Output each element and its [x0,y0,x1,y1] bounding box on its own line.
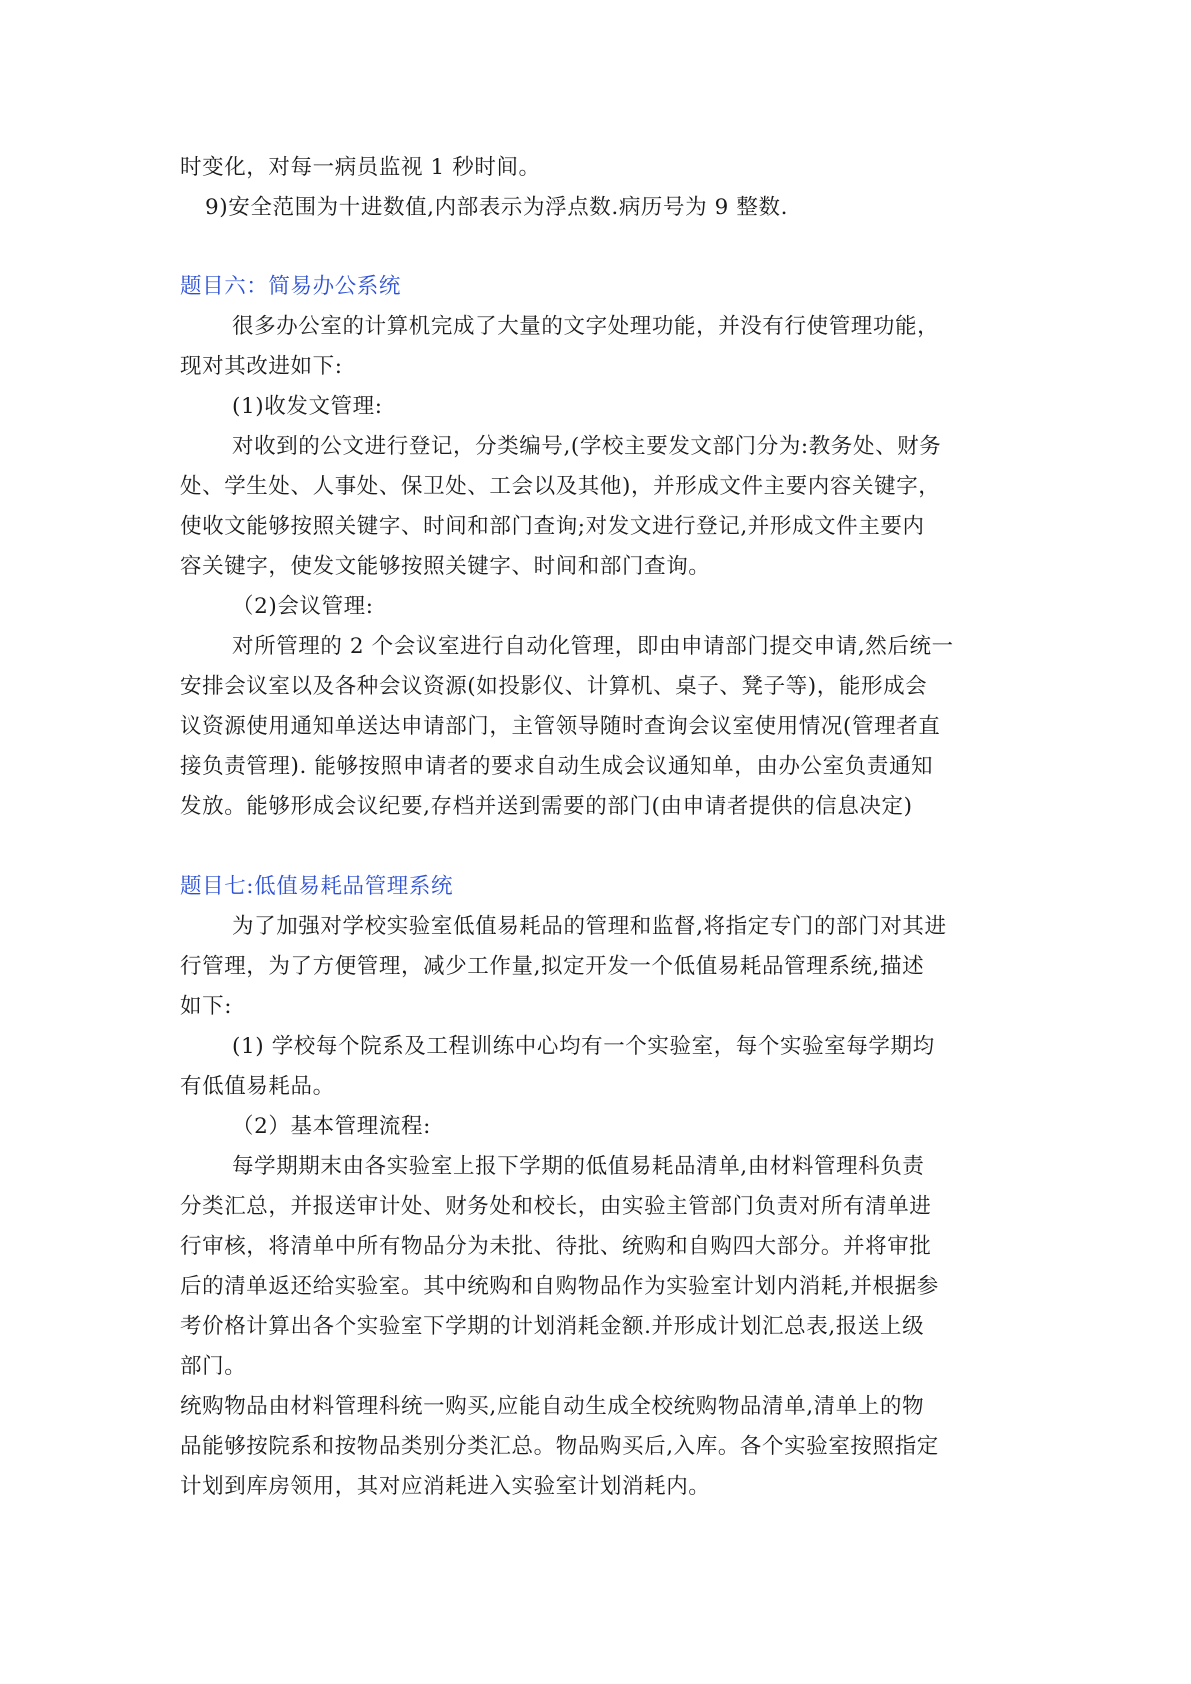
text-line: (1)收发文管理: [232,394,383,419]
section-heading: 题目六：简易办公系统 [180,274,402,299]
text-line: 9)安全范围为十进数值,内部表示为浮点数.病历号为 9 整数. [205,195,789,220]
text-line: 分类汇总，并报送审计处、财务处和校长，由实验主管部门负责对所有清单进 [180,1194,932,1219]
text-line: 为了加强对学校实验室低值易耗品的管理和监督,将指定专门的部门对其进 [232,914,947,939]
text-line: 每学期期末由各实验室上报下学期的低值易耗品清单,由材料管理科负责 [232,1154,925,1179]
text-line: （2)会议管理: [232,594,374,619]
text-line: 考价格计算出各个实验室下学期的计划消耗金额.并形成计划汇总表,报送上级 [180,1314,925,1339]
text-line: 时变化，对每一病员监视 1 秒时间。 [180,155,541,180]
text-line: 行审核，将清单中所有物品分为未批、待批、统购和自购四大部分。并将审批 [180,1234,932,1259]
section-heading: 题目七:低值易耗品管理系统 [180,874,454,899]
text-line: 对收到的公文进行登记，分类编号,(学校主要发文部门分为:教务处、财务 [232,434,942,459]
text-line: 容关键字，使发文能够按照关键字、时间和部门查询。 [180,554,711,579]
text-line: 安排会议室以及各种会议资源(如投影仪、计算机、桌子、凳子等)，能形成会 [180,674,928,699]
text-line: 处、学生处、人事处、保卫处、工会以及其他)，并形成文件主要内容关键字， [180,474,941,499]
text-line: 计划到库房领用，其对应消耗进入实验室计划消耗内。 [180,1474,711,1499]
text-line: 使收文能够按照关键字、时间和部门查询;对发文进行登记,并形成文件主要内 [180,514,925,539]
text-line: 议资源使用通知单送达申请部门，主管领导随时查询会议室使用情况(管理者直 [180,714,941,739]
text-line: 品能够按院系和按物品类别分类汇总。物品购买后,入库。各个实验室按照指定 [180,1434,939,1459]
text-line: 很多办公室的计算机完成了大量的文字处理功能，并没有行使管理功能， [232,314,940,339]
text-line: 现对其改进如下: [180,354,343,379]
text-line: 发放。能够形成会议纪要,存档并送到需要的部门(由申请者提供的信息决定) [180,794,913,819]
text-line: 部门。 [180,1354,247,1379]
text-line: 后的清单返还给实验室。其中统购和自购物品作为实验室计划内消耗,并根据参 [180,1274,939,1299]
text-line: 有低值易耗品。 [180,1074,335,1099]
text-line: (1) 学校每个院系及工程训练中心均有一个实验室，每个实验室每学期均 [232,1034,935,1059]
text-line: 行管理，为了方便管理，减少工作量,拟定开发一个低值易耗品管理系统,描述 [180,954,925,979]
text-line: 接负责管理). 能够按照申请者的要求自动生成会议通知单，由办公室负责通知 [180,754,934,779]
text-line: 如下: [180,994,233,1019]
text-line: 统购物品由材料管理科统一购买,应能自动生成全校统购物品清单,清单上的物 [180,1394,925,1419]
text-line: （2）基本管理流程: [232,1114,431,1139]
text-line: 对所管理的 2 个会议室进行自动化管理，即由申请部门提交申请,然后统一 [232,634,954,659]
